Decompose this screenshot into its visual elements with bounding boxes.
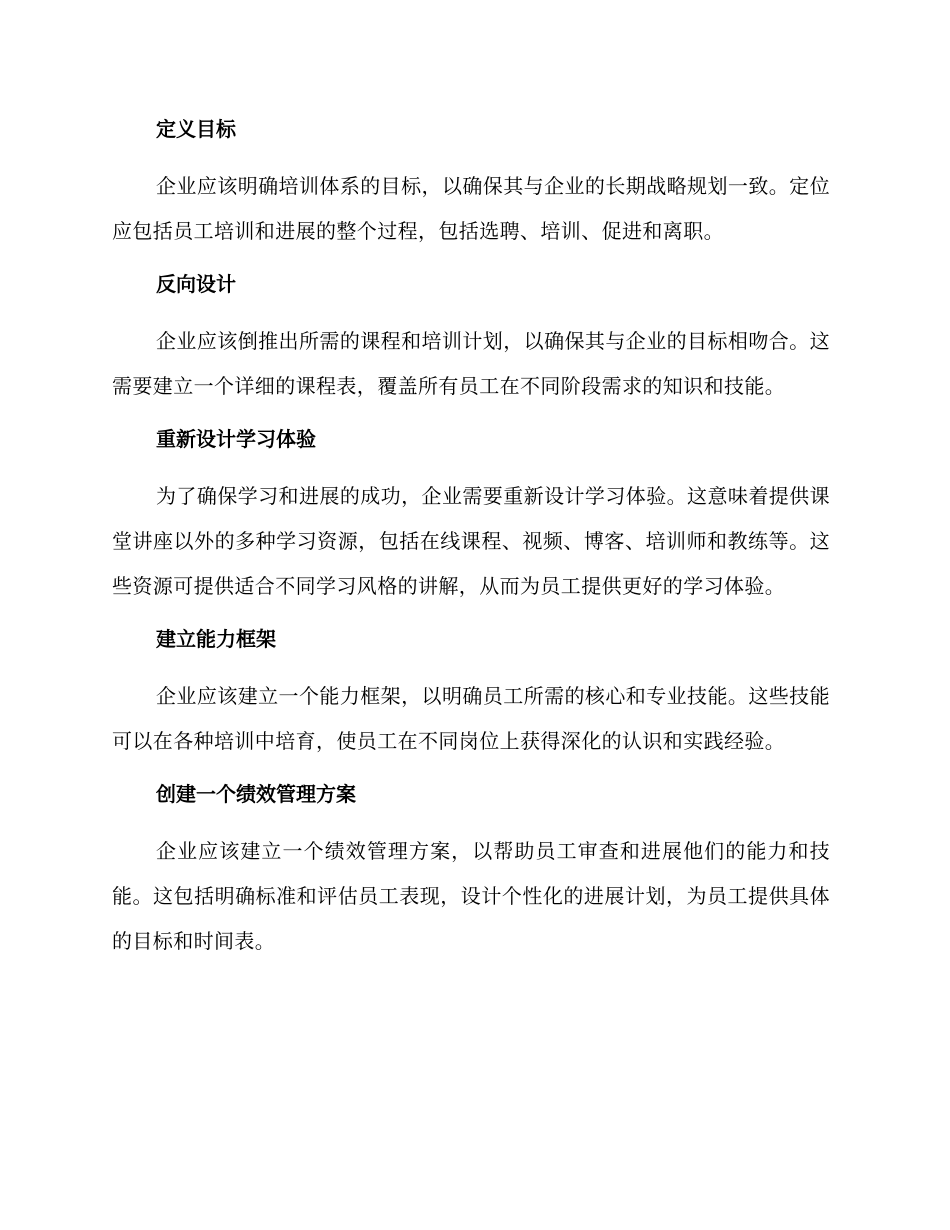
section-competency-framework bbox=[112, 620, 830, 764]
section-heading: 定义目标 bbox=[156, 117, 236, 141]
section-heading: 重新设计学习体验 bbox=[156, 427, 316, 451]
section-performance-management bbox=[112, 775, 830, 964]
section-define-goals bbox=[112, 110, 830, 254]
section-paragraph: 企业应该建立一个能力框架，以明确员工所需的核心和专业技能。这些技能可以在各种培训中培育，使员工在不同岗位上获得深化的认识和实践经验。 bbox=[112, 684, 830, 753]
document-page bbox=[112, 110, 830, 975]
section-redesign-learning bbox=[112, 420, 830, 609]
section-heading: 创建一个绩效管理方案 bbox=[156, 782, 356, 806]
section-heading: 反向设计 bbox=[156, 272, 236, 296]
section-paragraph: 企业应该建立一个绩效管理方案，以帮助员工审查和进展他们的能力和技能。这包括明确标准和评估员工表现，设计个性化的进展计划，为员工提供具体的目标和时间表。 bbox=[112, 839, 830, 953]
section-paragraph: 企业应该明确培训体系的目标，以确保其与企业的长期战略规划一致。定位应包括员工培训和进展的整个过程，包括选聘、培训、促进和离职。 bbox=[112, 174, 830, 243]
section-reverse-design bbox=[112, 265, 830, 409]
section-paragraph: 企业应该倒推出所需的课程和培训计划，以确保其与企业的目标相吻合。这需要建立一个详细的课程表，覆盖所有员工在不同阶段需求的知识和技能。 bbox=[112, 329, 830, 398]
section-paragraph: 为了确保学习和进展的成功，企业需要重新设计学习体验。这意味着提供课堂讲座以外的多种学习资源，包括在线课程、视频、博客、培训师和教练等。这些资源可提供适合不同学习风格的讲解，从而为员工提供更好的学习体验。 bbox=[112, 484, 830, 598]
section-heading: 建立能力框架 bbox=[156, 627, 276, 651]
